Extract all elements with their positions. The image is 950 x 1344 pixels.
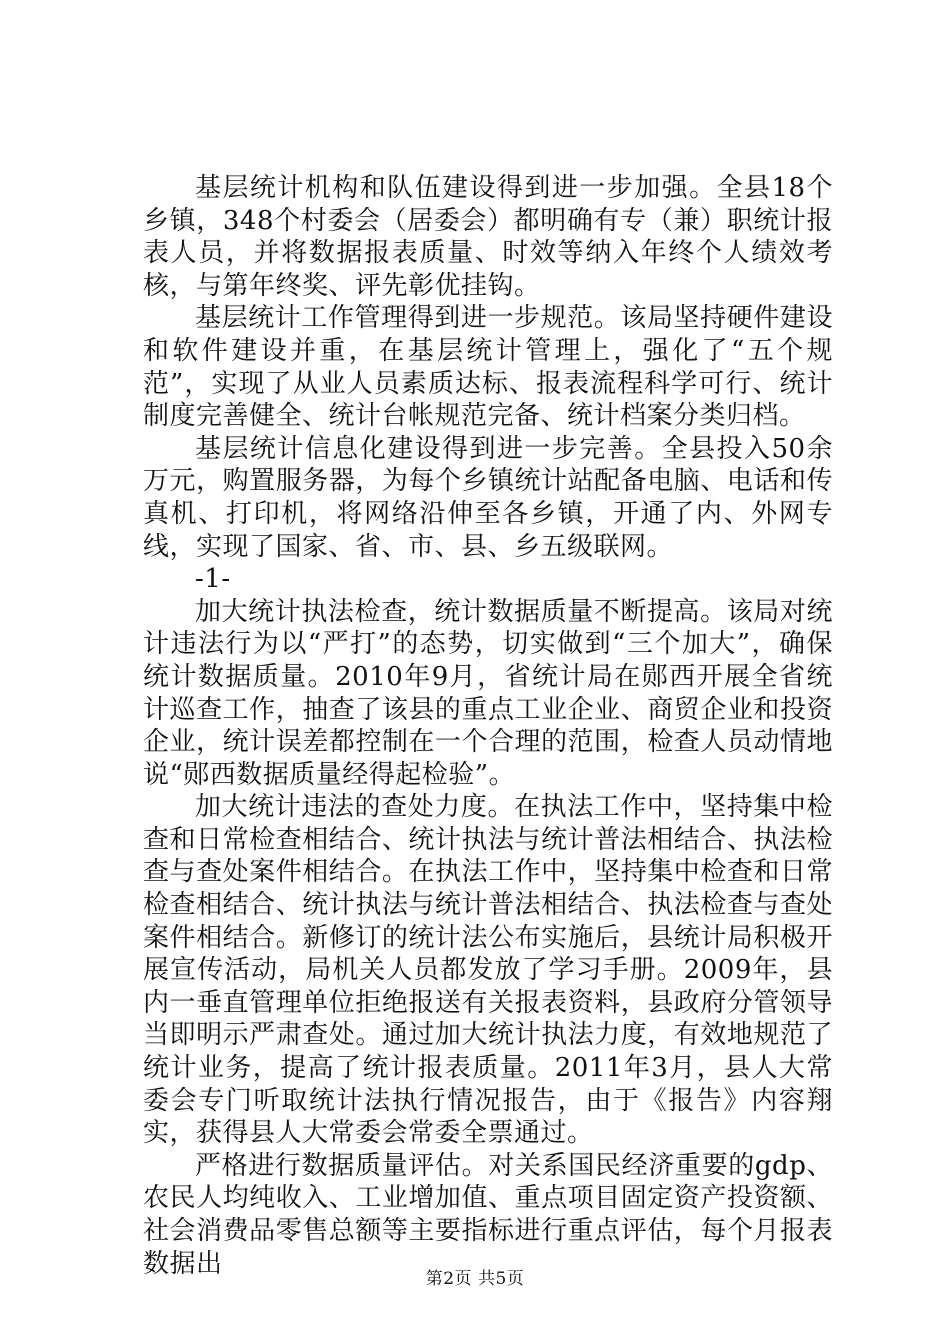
paragraph-grassroots-management: 基层统计工作管理得到进一步规范。该局坚持硬件建设和软件建设并重，在基层统计管理上，强化了“五个规范”，实现了从业人员素质达标、报表流程科学可行、统计制度完善健全、统计台帐规范完备、统计档案分类归档。 (143, 303, 833, 432)
paragraph-violation-investigation: 加大统计违法的查处力度。在执法工作中，坚持集中检查和日常检查相结合、统计执法与统计普法相结合、执法检查与查处案件相结合。在执法工作中，坚持集中检查和日常检查相结合、统计执法与统计普法相结合、执法检查与查处案件相结合。新修订的统计法公布实施后，县统计局积极开展宣传活动，局机关人员都发放了学习手册。2009年，县内一垂直管理单位拒绝报送有关报表资料，县政府分管领导当即明示严肃查处。通过加大统计执法力度，有效地规范了统计业务，提高了统计报表质量。2011年3月，县人大常委会专门听取统计法执行情况报告，由于《报告》内容翔实，获得县人大常委会常委全票通过。 (143, 792, 833, 1149)
paragraph-law-enforcement-inspection: 加大统计执法检查，统计数据质量不断提高。该局对统计违法行为以“严打”的态势，切实做到“三个加大”，确保统计数据质量。2010年9月，省统计局在郧西开展全省统计巡查工作，抽查了该县的重点工业企业、商贸企业和投资企业，统计误差都控制在一个合理的范围，检查人员动情地说“郧西数据质量经得起检验”。 (143, 596, 833, 790)
inline-page-marker: -1- (195, 564, 231, 595)
paragraph-data-quality-assessment: 严格进行数据质量评估。对关系国民经济重要的gdp、农民人均纯收入、工业增加值、重点项目固定资产投资额、社会消费品零售总额等主要指标进行重点评估，每个月报表数据出 (143, 1150, 833, 1279)
paragraph-grassroots-informatization: 基层统计信息化建设得到进一步完善。全县投入50余万元，购置服务器，为每个乡镇统计站配备电脑、电话和传真机、打印机，将网络沿伸至各乡镇，开通了内、外网专线，实现了国家、省、市、县、乡五级联网。 (143, 433, 833, 562)
paragraph-grassroots-team: 基层统计机构和队伍建设得到进一步加强。全县18个乡镇，348个村委会（居委会）都明确有专（兼）职统计报表人员，并将数据报表质量、时效等纳入年终个人绩效考核，与第年终奖、评先彰优挂钩。 (143, 173, 833, 301)
page-footer: 第2页 共5页 (425, 1269, 525, 1289)
document-body (143, 172, 833, 1280)
